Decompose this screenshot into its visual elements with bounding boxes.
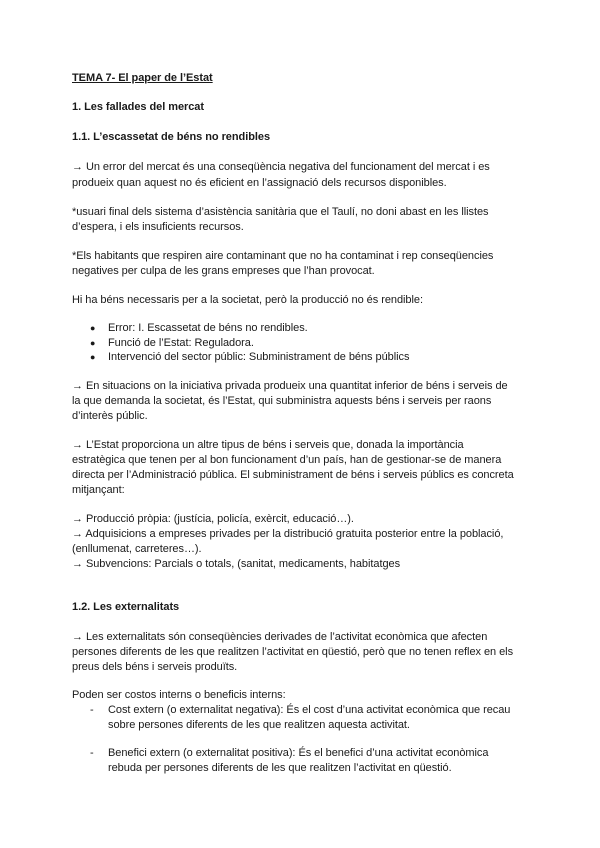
paragraph-line: *Els habitants que respiren aire contaminant que no ha contaminat i rep conseqüencies	[72, 250, 494, 262]
bullet-marker: ●	[90, 323, 96, 333]
paragraph-line: produeix quan aquest no és eficient en l’assignació dels recursos disponibles.	[72, 177, 447, 189]
dash-marker: -	[90, 747, 94, 759]
paragraph-line: → Un error del mercat és una conseqüència negativa del funcionament del mercat i es	[72, 161, 490, 173]
dash-item-line: rebuda per persones diferents de les que realitzen l’activitat en qüestió.	[108, 762, 452, 774]
paragraph-line: la que demanda la societat, és l’Estat, qui subministra aquests béns i serveis per raons	[72, 395, 492, 407]
section-heading-1: 1. Les fallades del mercat	[72, 101, 204, 113]
paragraph-line: d’interès públic.	[72, 410, 148, 422]
section-heading-1-1: 1.1. L’escassetat de béns no rendibles	[72, 131, 271, 143]
paragraph-line: persones diferents de les que realitzen l’activitat en qüestió, però que no tenen reflex en els	[72, 646, 514, 658]
paragraph-line: estratègica que tenen per al bon funcionament d’un país, han de gestionar-se de manera	[72, 454, 502, 466]
dash-item-line: sobre persones diferents de les que realitzen aquesta activitat.	[108, 719, 410, 731]
paragraph-line: directa per l’Administració pública. El subministrament de béns i serveis públics es concreta	[72, 469, 514, 481]
bullet-item: Error: I. Escassetat de béns no rendibles.	[108, 322, 308, 334]
dash-item-line: Cost extern (o externalitat negativa): És el cost d’una activitat econòmica que recau	[108, 704, 511, 716]
paragraph-line: negatives per culpa de les grans empreses que l’han provocat.	[72, 265, 375, 277]
dash-marker: -	[90, 704, 94, 716]
paragraph-line: Poden ser costos interns o beneficis interns:	[72, 689, 286, 701]
paragraph-line: d’espera, i els insuficients recursos.	[72, 221, 244, 233]
paragraph-line: mitjançant:	[72, 484, 125, 496]
document-title: TEMA 7- El paper de l’Estat	[72, 72, 213, 84]
bullet-item: Funció de l’Estat: Reguladora.	[108, 337, 254, 349]
paragraph-line: → En situacions on la iniciativa privada produeix una quantitat inferior de béns i serveis de	[72, 380, 508, 392]
bullet-marker: ●	[90, 352, 96, 362]
section-heading-1-2: 1.2. Les externalitats	[72, 601, 180, 613]
paragraph-line: → Les externalitats són conseqüències derivades de l’activitat econòmica que afecten	[72, 631, 488, 643]
bullet-item: Intervenció del sector públic: Subministrament de béns públics	[108, 351, 410, 363]
paragraph-line: → Subvencions: Parcials o totals, (sanitat, medicaments, habitatges	[72, 558, 401, 570]
paragraph-line: → Producció pròpia: (justícia, policía, exèrcit, educació…).	[72, 513, 354, 525]
paragraph-line: (enllumenat, carreteres…).	[72, 543, 202, 555]
paragraph-line: → L’Estat proporciona un altre tipus de béns i serveis que, donada la importància	[72, 439, 464, 451]
bullet-marker: ●	[90, 338, 96, 348]
paragraph-line: *usuari final dels sistema d’asistència sanitària que el Taulí, no doni abast en les llistes	[72, 206, 489, 218]
paragraph-line: → Adquisicions a empreses privades per la distribució gratuita posterior entre la població,	[72, 528, 504, 540]
paragraph-line: Hi ha béns necessaris per a la societat, però la producció no és rendible:	[72, 294, 423, 306]
dash-item-line: Benefici extern (o externalitat positiva): És el benefici d’una activitat econòmica	[108, 747, 489, 759]
paragraph-line: preus dels béns i serveis produïts.	[72, 661, 238, 673]
